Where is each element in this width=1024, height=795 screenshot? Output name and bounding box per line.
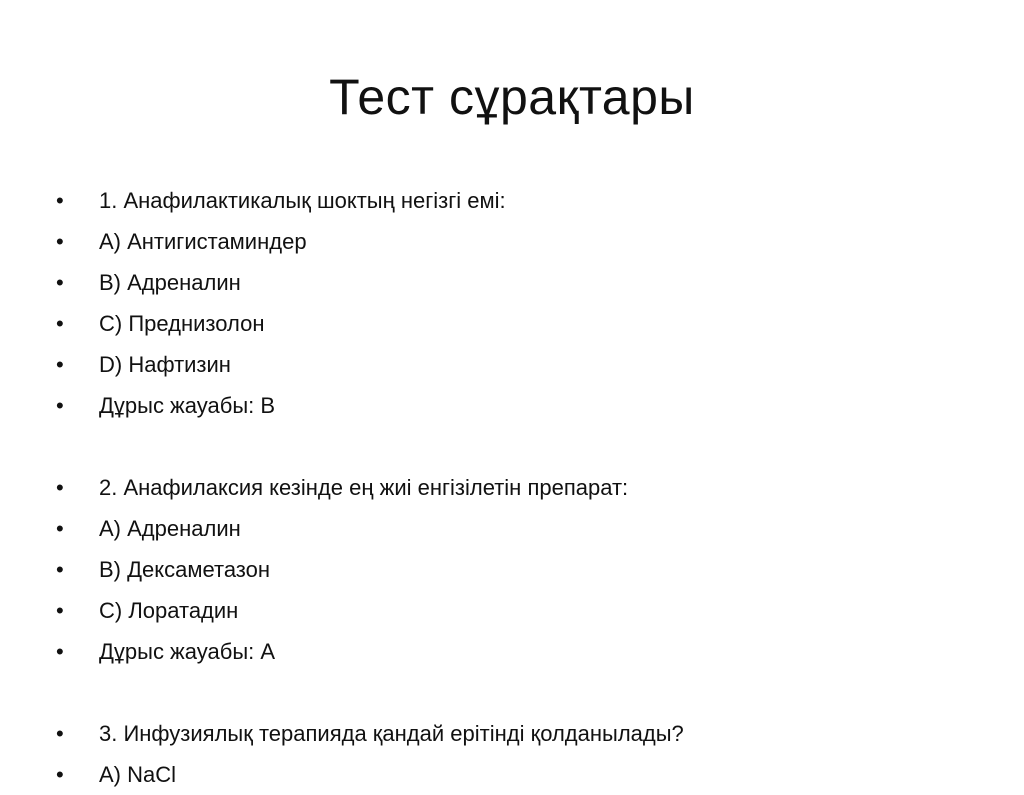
bullet-icon: •	[56, 270, 64, 295]
answer-option: D) Нафтизин	[99, 352, 231, 377]
bullet-icon: •	[56, 516, 64, 541]
question-3-text: 3. Инфузиялық терапияда қандай ерітінді қолданылады?	[99, 721, 684, 746]
bullet-icon: •	[56, 475, 64, 500]
list-item	[56, 344, 986, 385]
question-1-text: 1. Анафилактикалық шоктың негізгі емі:	[99, 188, 506, 213]
list-item	[56, 262, 986, 303]
list-item	[56, 713, 986, 754]
answer-option: В) Адреналин	[99, 270, 241, 295]
answer-option: С) Лоратадин	[99, 598, 239, 623]
spacer	[56, 672, 986, 713]
bullet-icon: •	[56, 598, 64, 623]
list-item	[56, 303, 986, 344]
bullet-icon: •	[56, 762, 64, 787]
question-2-text: 2. Анафилаксия кезінде ең жиі енгізілетін препарат:	[99, 475, 629, 500]
list-item	[56, 180, 986, 221]
answer-option: А) NaCl	[99, 762, 177, 787]
bullet-icon: •	[56, 352, 64, 377]
answer-option: В) Дексаметазон	[99, 557, 271, 582]
answer-option: С) Преднизолон	[99, 311, 265, 336]
bullet-icon: •	[56, 188, 64, 213]
list-item	[56, 754, 986, 795]
answer-option: А) Адреналин	[99, 516, 241, 541]
bullet-icon: •	[56, 639, 64, 664]
bullet-icon: •	[56, 557, 64, 582]
list-item	[56, 549, 986, 590]
spacer	[56, 426, 986, 467]
correct-answer: Дұрыс жауабы: В	[99, 393, 276, 418]
bullet-list	[56, 180, 986, 795]
bullet-icon: •	[56, 229, 64, 254]
list-item	[56, 590, 986, 631]
list-item	[56, 221, 986, 262]
bullet-icon: •	[56, 311, 64, 336]
list-item	[56, 467, 986, 508]
answer-option: А) Антигистаминдер	[99, 229, 307, 254]
list-item	[56, 631, 986, 672]
bullet-icon: •	[56, 393, 64, 418]
list-item	[56, 508, 986, 549]
slide-title: Тест сұрақтары	[329, 69, 695, 125]
bullet-icon: •	[56, 721, 64, 746]
correct-answer: Дұрыс жауабы: А	[99, 639, 276, 664]
list-item	[56, 385, 986, 426]
